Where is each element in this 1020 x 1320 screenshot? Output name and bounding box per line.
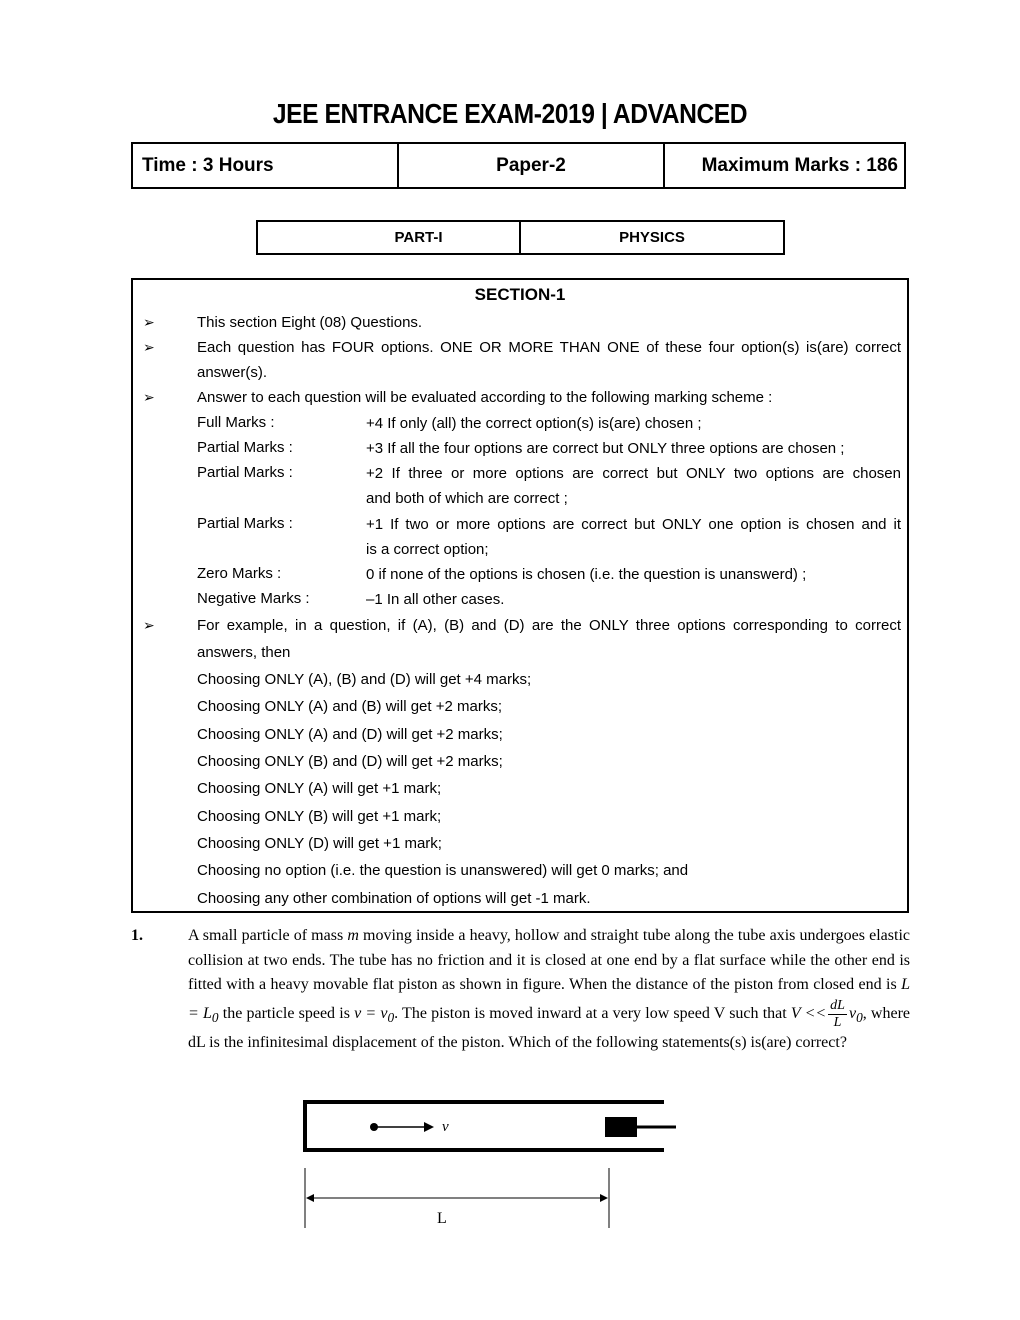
question-text-part: . The piston is moved inward at a very low speed V such that bbox=[394, 1004, 791, 1022]
bullet-arrow-icon: ➢ bbox=[143, 314, 155, 330]
section-instructions-box bbox=[131, 278, 909, 913]
question-text-part: A small particle of mass bbox=[188, 927, 348, 944]
dimension-arrow-left bbox=[306, 1194, 314, 1202]
section-title: SECTION-1 bbox=[474, 285, 566, 304]
marks-value: –1 In all other cases. bbox=[366, 591, 505, 608]
bullet-arrow-icon: ➢ bbox=[143, 617, 155, 633]
question-text-part: moving inside a heavy, hollow and straight tube along the tube axis undergoes elastic collision at two ends. The tube has no friction and it is closed at one end by a flat surface while the other end is fitted with a heavy movable flat piston as shown in figure. When the distance of the piston from closed end is bbox=[188, 927, 910, 993]
part-subject: PHYSICS bbox=[619, 229, 685, 246]
bullet-arrow-icon: ➢ bbox=[143, 339, 155, 355]
example-line: Choosing ONLY (A), (B) and (D) will get +4 marks; bbox=[197, 671, 532, 688]
question-number: 1. bbox=[131, 927, 143, 944]
example-line: Choosing ONLY (A) and (B) will get +2 marks; bbox=[197, 698, 502, 715]
marks-value: +3 If all the four options are correct but ONLY three options are chosen ; bbox=[366, 440, 845, 457]
marks-value: +4 If only (all) the correct option(s) is(are) chosen ; bbox=[366, 415, 702, 432]
length-label: L bbox=[437, 1210, 447, 1227]
velocity-label: v bbox=[442, 1119, 449, 1135]
math-fraction: $\frac{dL}{L}$ bbox=[830, 997, 845, 1030]
example-line: Choosing ONLY (A) and (D) will get +2 marks; bbox=[197, 726, 503, 743]
example-line: Choosing ONLY (A) will get +1 mark; bbox=[197, 780, 442, 797]
math-inequality: V << $\frac{dL}{L}$ $v_0$ bbox=[790, 997, 863, 1030]
velocity-arrowhead bbox=[424, 1122, 434, 1132]
part-label: PART-I bbox=[258, 222, 521, 253]
marks-value: 0 if none of the options is chosen (i.e. the question is unanswerd) ; bbox=[366, 566, 807, 583]
exam-info-table bbox=[131, 142, 906, 189]
math-mass: m bbox=[347, 927, 359, 944]
piston-head bbox=[605, 1117, 637, 1137]
example-line: Choosing ONLY (B) and (D) will get +2 marks; bbox=[197, 753, 503, 770]
marks-label: Partial Marks : bbox=[197, 439, 293, 456]
exam-paper: Paper-2 bbox=[399, 144, 665, 187]
marks-label: Full Marks : bbox=[197, 414, 275, 431]
example-line: Choosing any other combination of options will get -1 mark. bbox=[197, 890, 591, 907]
marks-label: Partial Marks : bbox=[197, 515, 293, 532]
marks-label: Partial Marks : bbox=[197, 464, 293, 481]
instruction-line: answer(s). bbox=[197, 364, 268, 381]
marks-value: +1 If two or more options are correct but ONLY one option is chosen and it bbox=[366, 516, 901, 533]
example-intro-cont: answers, then bbox=[197, 644, 291, 661]
example-line: Choosing ONLY (D) will get +1 mark; bbox=[197, 835, 442, 852]
instruction-line: Each question has FOUR options. ONE OR MORE THAN ONE of these four option(s) is(are) correct bbox=[197, 339, 901, 356]
marks-value-cont: and both of which are correct ; bbox=[366, 490, 568, 507]
math-eq-length: $L = L_0$ bbox=[188, 976, 910, 1025]
math-eq-speed: $v = v_0$ bbox=[354, 1004, 395, 1025]
instruction-line: Answer to each question will be evaluated according to the following marking scheme : bbox=[197, 389, 773, 406]
exam-time: Time : 3 Hours bbox=[133, 144, 399, 187]
marks-label: Negative Marks : bbox=[197, 590, 310, 607]
question-text-part: the particle speed is bbox=[218, 1004, 355, 1022]
instruction-line: This section Eight (08) Questions. bbox=[197, 314, 423, 331]
example-line: Choosing ONLY (B) will get +1 mark; bbox=[197, 808, 442, 825]
marks-value-cont: is a correct option; bbox=[366, 541, 489, 558]
example-line: Choosing no option (i.e. the question is unanswered) will get 0 marks; and bbox=[197, 862, 689, 879]
tube-piston-figure bbox=[300, 1098, 690, 1238]
part-header bbox=[256, 220, 785, 255]
question-text-part: , where dL is the infinitesimal displacement of the piston. Which of the following statements(s) is(are) correct? bbox=[188, 1004, 911, 1051]
exam-max-marks: Maximum Marks : 186 bbox=[701, 154, 898, 176]
question-text bbox=[188, 924, 910, 1055]
marks-value: +2 If three or more options are correct but ONLY two options are chosen bbox=[366, 465, 901, 482]
example-intro: For example, in a question, if (A), (B) and (D) are the ONLY three options corresponding to correct bbox=[197, 617, 901, 634]
marks-label: Zero Marks : bbox=[197, 565, 282, 582]
exam-title: JEE ENTRANCE EXAM-2019 | ADVANCED bbox=[272, 98, 748, 129]
dimension-arrow-right bbox=[600, 1194, 608, 1202]
bullet-arrow-icon: ➢ bbox=[143, 389, 155, 405]
